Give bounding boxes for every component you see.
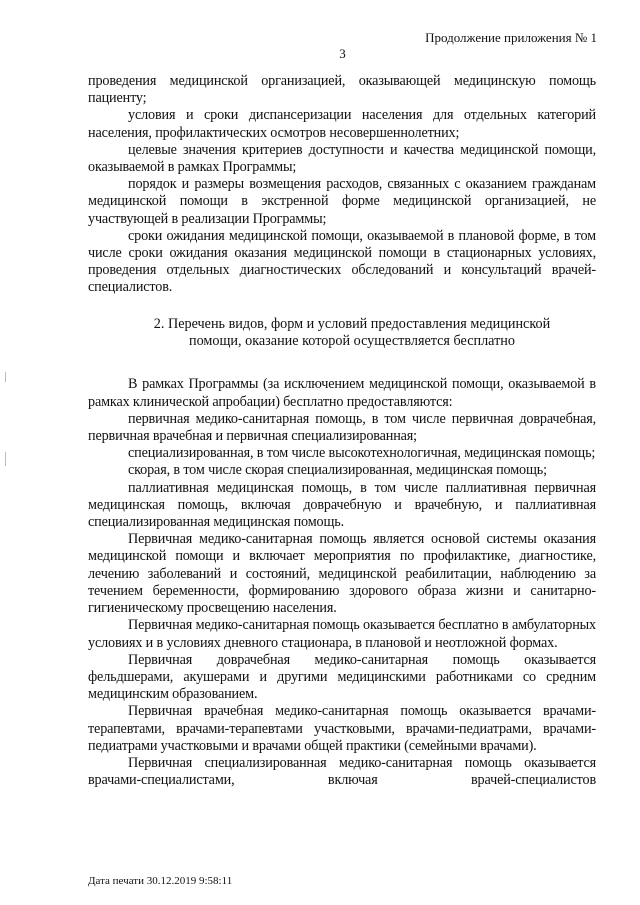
document-body [88, 73, 596, 789]
paragraph: Первичная медико-санитарная помощь оказывается бесплатно в амбулаторных условиях и в условиях дневного стационара, в плановой и неотложной формах. [88, 617, 596, 651]
paragraph: специализированная, в том числе высокотехнологичная, медицинская помощь; [128, 445, 596, 462]
paragraph: скорая, в том числе скорая специализированная, медицинская помощь; [128, 462, 547, 479]
margin-scan-mark [5, 452, 6, 466]
paragraph: целевые значения критериев доступности и качества медицинской помощи, оказываемой в рамках Программы; [88, 141, 596, 176]
paragraph: первичная медико-санитарная помощь, в том числе первичная доврачебная, первичная врачебная и первичная специализированная; [88, 410, 596, 445]
paragraph: Первичная медико-санитарная помощь является основой системы оказания медицинской помощи и включает мероприятия по профилактике, диагностике, лечению заболеваний и состояний, медицинской реабилитации, наблюдению за течением беременности, формированию здорового образа жизни и санитарно-гигиеническому просвещению населения. [88, 531, 596, 617]
paragraph: проведения медицинской организацией, оказывающей медицинскую помощь пациенту; [88, 73, 596, 107]
paragraph: Первичная врачебная медико-санитарная помощь оказывается врачами-терапевтами, врачами-терапевтами участковыми, врачами-педиатрами, врачами-педиатрами участковыми и врачами общей практики (семейными врачами). [88, 703, 596, 754]
paragraph: сроки ожидания медицинской помощи, оказываемой в плановой форме, в том числе сроки ожидания оказания медицинской помощи в стационарных условиях, проведения отдельных диагностических обследований и консультаций врачей-специалистов. [88, 227, 596, 296]
page-number: 3 [339, 46, 346, 61]
paragraph: условия и сроки диспансеризации населения для отдельных категорий населения, профилактических осмотров несовершеннолетних; [88, 107, 596, 141]
section-paragraphs [88, 376, 596, 789]
section-title-line: помощи, оказание которой осуществляется бесплатно [189, 333, 515, 350]
paragraph: Первичная специализированная медико-санитарная помощь оказывается врачами-специалистами, включая врачей-специалистов [88, 754, 596, 789]
section-title-line: 2. Перечень видов, форм и условий предоставления медицинской [153, 315, 551, 332]
paragraph: паллиативная медицинская помощь, в том числе паллиативная первичная медицинская помощь, включая доврачебную и врачебную, и паллиативная специализированная медицинская помощь. [88, 479, 596, 531]
paragraph: В рамках Программы (за исключением медицинской помощи, оказываемой в рамках клинической апробации) бесплатно предоставляются: [88, 376, 596, 410]
paragraph: порядок и размеры возмещения расходов, связанных с оказанием гражданам медицинской помощи в экстренной форме медицинской организацией, не участвующей в реализации Программы; [88, 176, 596, 227]
intro-paragraphs [88, 73, 596, 297]
margin-scan-mark [5, 372, 6, 382]
paragraph: Первичная доврачебная медико-санитарная помощь оказывается фельдшерами, акушерами и другими медицинскими работниками со средним медицинским образованием. [88, 651, 596, 703]
appendix-continuation-note: Продолжение приложения № 1 [425, 30, 597, 45]
print-date: Дата печати 30.12.2019 9:58:11 [88, 875, 233, 887]
section-title [88, 316, 596, 351]
